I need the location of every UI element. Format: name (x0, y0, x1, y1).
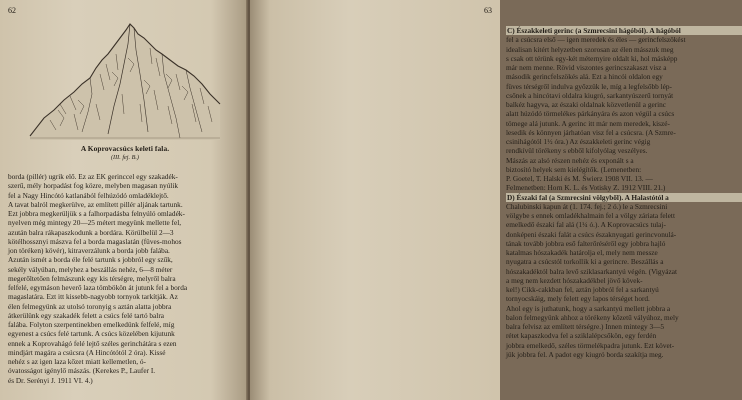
mountain-sketch (30, 14, 220, 140)
page-number-left: 62 (8, 6, 16, 15)
section-heading-d: D) Északi fal (a Szmrecsini völgyből). A Halastótól a (506, 193, 742, 202)
text-line: azután balra rákapaszkodunk a bordára. Körülbelül 2—3 (8, 227, 174, 237)
text-line: borda (pillér) ugrik elő. Ez az EK gerinccel egy szakadék- (8, 172, 178, 181)
text-line: balra felvisz az említett térségre.) Innen mintegy 3—5 (506, 322, 665, 331)
text-line: jobbra emelkedő, széles törmelékpadra jutunk. Ezt követ- (506, 340, 675, 350)
text-line: Azután ismét a borda éle felé tartunk s jobbról egy szűk, (8, 255, 173, 265)
text-line: csőnek a hincótavi oldalra kiugró, sarkantyúszerű tornyát (506, 90, 674, 100)
text-line: kötélhossznyi mászva fel a borda magaslatán (füves-mohos (8, 236, 182, 246)
text-line: biztosító helyek sem kielégítők. (Lemenetben: (506, 164, 642, 174)
text-line: tornyocskáig, mely felett egy lapos térséget hord. (506, 294, 650, 304)
text-line: jon töréken) kövér), kitraverzálunk a borda jobb falába. (8, 246, 170, 255)
text-line: balkéz hagyva, az északi oldalnak közvetlenül a gerinc (506, 100, 667, 109)
text-line: Felmenetben: Horn K. L. és Votisky Z. 1912 VIII. 21.) (506, 183, 666, 193)
text-line: alatt húzódó törmelékes párkányára és azon végül a csúcs (506, 109, 675, 119)
text-line: nyelven még mintegy 20—25 métert megyünk mellette fel, (8, 218, 182, 228)
left-page (0, 0, 248, 400)
text-line: óvatosságot igénylő mászás. (Kerekes P., Laufer I. (8, 366, 156, 376)
text-line: második gerincfelszökés alá. Ezt a hincói oldalon egy (506, 72, 663, 82)
text-line: megerőltetően felmászunk egy kis térségre, melyről balra (8, 273, 176, 283)
text-line: füves térségről indulva győzzük le, míg a legfelsőbb lép- (506, 81, 672, 91)
page-number-right: 63 (484, 6, 492, 15)
text-line: s csak ott térünk egy-két méternyire oldalt ki, hol másképp (506, 53, 678, 63)
text-line: fel a csúcsra első — igen meredek és éles — gerincfelszökést (506, 35, 686, 45)
text-line: balon felmegyünk ahhoz a törékeny kőzetű vályúhoz, mely (506, 312, 679, 322)
right-page-text (506, 26, 742, 359)
text-line: nyugatra a csúcstól torkollik ki a gerincre. Beszállás a (506, 257, 664, 267)
text-line: jük jobbra fel. A padot egy kiugró borda szakítja meg. (506, 349, 664, 359)
text-line: völgybe s ennek omladékhalmain fel a völgy záriata felett (506, 211, 675, 220)
text-line: már nem menne. Rövid viszontes gerincszakaszt visz a (506, 63, 667, 72)
text-line: sekély vályúban, melyhez a beszállás nehéz, 6—8 méter (8, 264, 173, 274)
text-line: csinihágótól 1½ óra.) Az északkeleti gerinc végig (506, 137, 651, 146)
text-line: P. Goetel, T. Halski és M. Świerz 1908 VII. 13. — (506, 174, 653, 183)
text-line: hószakadéktól balra levő sziklasarkantyú végén. (Vigyázat (506, 266, 677, 276)
figure-caption: A Koprovacsúcs keleti fala. (80, 144, 170, 153)
text-line: falába. Folyton szerpentinekben emelkedünk felfelé, míg (8, 320, 175, 329)
text-line: nehéz s az igen laza kőzet miatt kellemetlen, ó- (8, 357, 146, 366)
text-line: emelkedő északi fal alá (1¼ ó.). A Koprovacsúcs tulaj- (506, 220, 666, 230)
text-line: donképeni északi falát a csúcs északnyugati gerincvonulá- (506, 229, 677, 239)
section-heading-c: C) Északkeleti gerinc (a Szmrecsini hágóból). A hágóból (506, 26, 742, 35)
text-line: a meg nem kezdett hószakadékbel jövő kövek- (506, 275, 643, 285)
text-line: rétet kapaszkodva fel a sziklalépcsőkön, egy ferdén (506, 331, 657, 341)
text-line: Chalubinski kapun át (1. 174. fej.; 2 ó.) le a Szmrecsini (506, 201, 668, 211)
text-line: magaslatára. Ezt itt kissebb-nagyobb tornyok tarkítják. Az (8, 292, 178, 302)
figure-reference: (III. fej. B.) (110, 154, 139, 161)
text-line: mindjárt magára a csúcsra (A Hincótótól 2 óra). Kissé (8, 347, 166, 357)
left-page-text (8, 172, 240, 385)
text-line: tának tovább jobbra eső falterőréséről egy jobbra hajló (506, 238, 666, 248)
text-line: felfelé, egymáson heverő laza tömbökön át jutunk fel a borda (8, 283, 188, 292)
text-line: Ahol egy is juthatunk, hogy a sarkantyú mellett jobbra a (506, 303, 671, 313)
right-page (250, 0, 686, 400)
text-line: rendkívül törékeny s ebből kifolyólag veszélyes. (506, 146, 648, 156)
text-line: ennek a Koprovahágó felé lejtő széles gerinchátára s ezen (8, 338, 177, 348)
text-line: egyenest a csúcs felé tartunk. A csúcs közelében kijutunk (8, 329, 175, 339)
text-line: átkerülünk egy szakadék felett a csúcs felé tartó balra (8, 310, 164, 320)
text-line: élen felmegyünk az utolsó toronyig s aztán alatta jobbra (8, 301, 172, 311)
text-line: A tavat balról megkerülve, az említett pillér aljának tartunk. (8, 199, 183, 209)
text-line: Ezt jobbra megkerüljük s a falhorpadásba felnyúló omladék- (8, 209, 185, 218)
text-line: fel a Nagy Hincótó katlanából felhúzódó omladéklejtő. (8, 190, 169, 200)
text-line: szerű, mély horpadást fog közre, melyben magasan nyúlik (8, 181, 179, 191)
text-line: Mászás az alsó részen nehéz és exponált s a (506, 155, 634, 165)
text-line: kel!) Cikk-cakkban fel, aztán jobbról fel a sarkantyú (506, 285, 659, 294)
text-line: tömege alá jutunk. A gerinc itt már nem meredek, kiszé- (506, 118, 670, 128)
text-line: katalmas hószakadék határolja el, mely nem messze (506, 248, 658, 257)
text-line: idealisan kitért helyzetben szorosan az élen másszuk meg (506, 44, 674, 54)
text-line: lesedik és könnyen járhatóan visz fel a csúcsra. (A Szmre- (506, 127, 676, 137)
text-line: és Dr. Serényi J. 1911 VI. 4.) (8, 375, 93, 385)
